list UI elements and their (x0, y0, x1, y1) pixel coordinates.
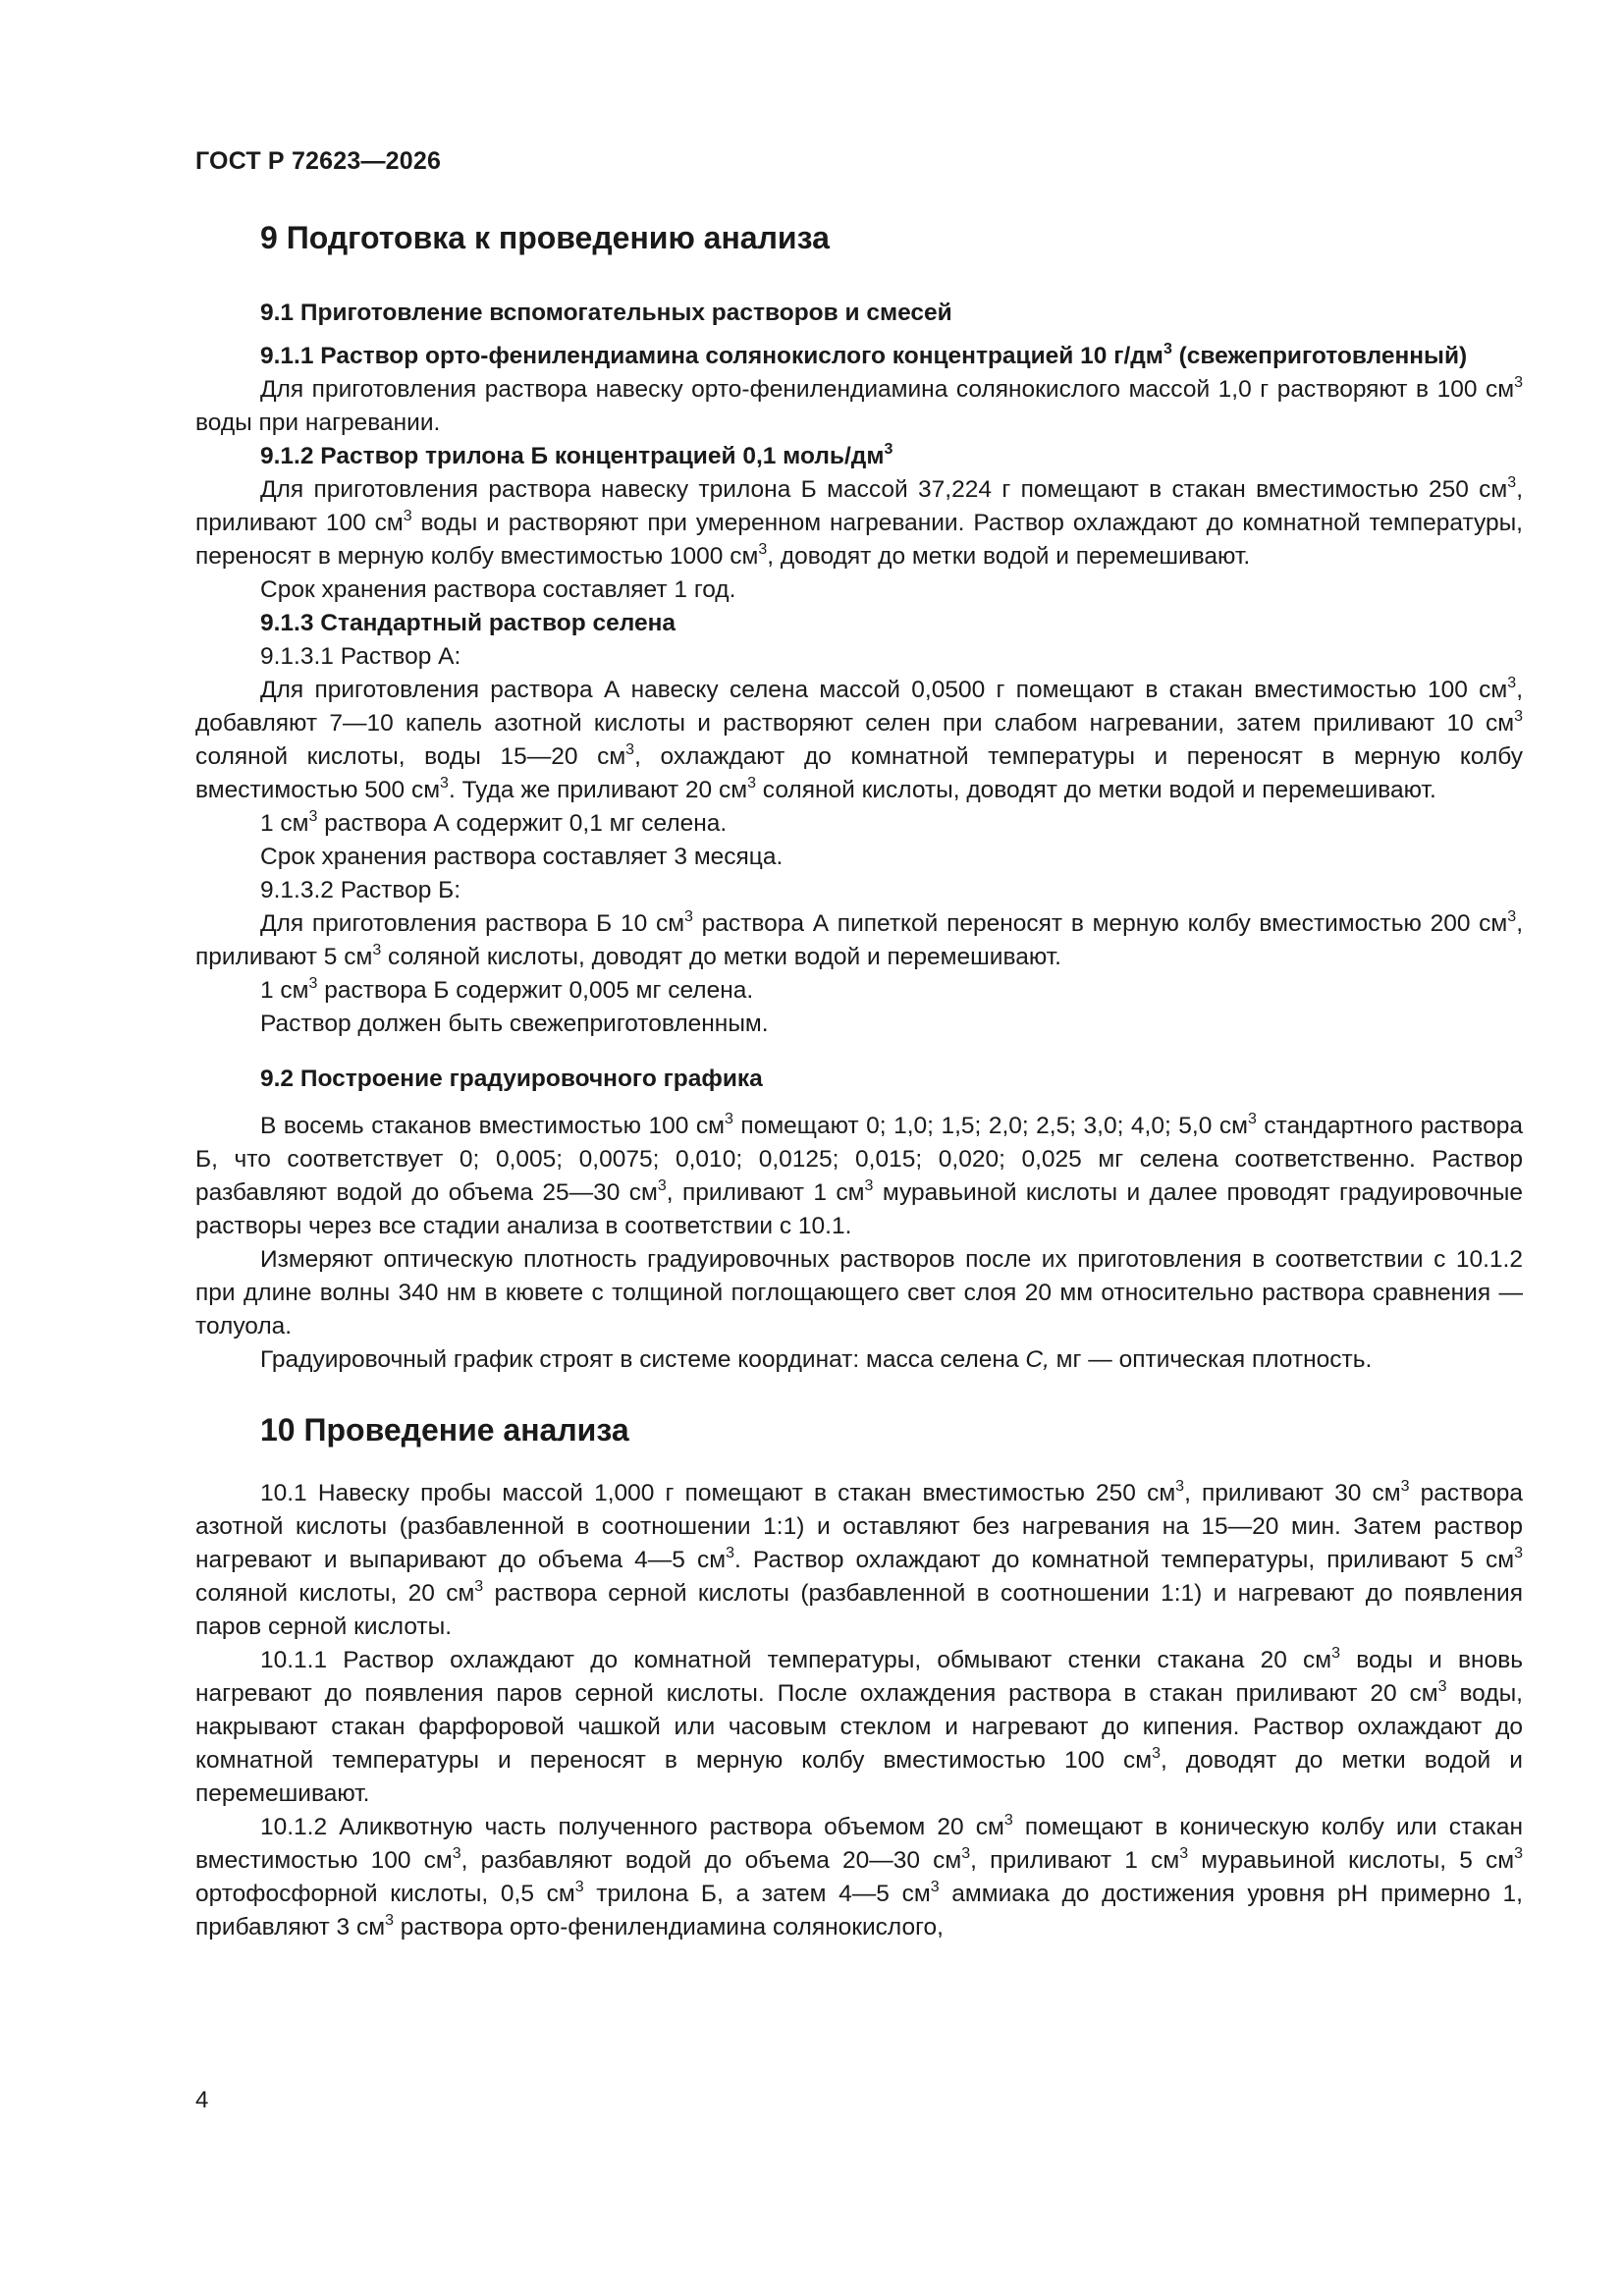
paragraph: В восемь стаканов вместимостью 100 $см^3$ помещают 0; 1,0; 1,5; 2,0; 2,5; 3,0; 4,0; 5,0 $см^3$ стандартного раствора Б, что соответствует 0; 0,005; 0,0075; 0,010; 0,0125; 0,015; 0,020; 0,025 мг селена соответственно. Раствор разбавляют водой до объема 25—30 $см^3$, приливают 1 $см^3$ муравьиной кислоты и далее проводят градуировочные растворы через все стадии анализа в соответствии с 10.1. (195, 1111, 1524, 1239)
paragraph: 1 $см^3$ раствора Б содержит 0,005 мг селена. (260, 975, 754, 1004)
paragraph: 1 $см^3$ раствора А содержит 0,1 мг селена. (260, 808, 728, 837)
subsection-9-1-3-1-title: 9.1.3.1 Раствор А: (260, 643, 461, 670)
paragraph: Измеряют оптическую плотность градуировочных растворов после их приготовления в соответствии с 10.1.2 при длине волны 340 нм в кювете с толщиной поглощающего свет слоя 20 мм относительно раствора сравнения — толуола. (195, 1246, 1523, 1339)
paragraph: Для приготовления раствора навеску трилона Б массой 37,224 г помещают в стакан вместимостью 250 $см^3$, приливают 100 $см^3$ воды и растворяют при умеренном нагревании. Раствор охлаждают до комнатной температуры, переносят в мерную колбу вместимостью 1000 $см^3$, доводят до метки водой и перемешивают. (195, 474, 1523, 570)
paragraph: Срок хранения раствора составляет 1 год. (260, 576, 736, 603)
subsection-9-1-3-2-title: 9.1.3.2 Раствор Б: (260, 877, 461, 903)
paragraph: Для приготовления раствора Б 10 $см^3$ раствора А пипеткой переносят в мерную колбу вместимостью 200 $см^3$, приливают 5 $см^3$ соляной кислоты, доводят до метки водой и перемешивают. (195, 908, 1523, 970)
paragraph: Градуировочный график строят в системе координат: масса селена С, мг — оптическая плотность. (260, 1346, 1373, 1373)
section-9-1-3-title: 9.1.3 Стандартный раствор селена (260, 610, 676, 636)
superscript: 3 (1163, 341, 1172, 357)
page-number: 4 (195, 2087, 209, 2113)
paragraph: Срок хранения раствора составляет 3 месяца. (260, 844, 784, 870)
section-9-1-2-title: 9.1.2 Раствор трилона Б концентрацией 0,1 моль/$дм^3$ (260, 441, 893, 469)
section-10-title: 10 Проведение анализа (260, 1412, 629, 1448)
section-9-1-title: 9.1 Приготовление вспомогательных растворов и смесей (260, 300, 952, 326)
paragraph: Для приготовления раствора навеску орто-фенилендиамина солянокислого массой 1,0 г растворяют в 100 $см^3$ воды при нагревании. (195, 374, 1523, 436)
paragraph: Для приготовления раствора А навеску селена массой 0,0500 г помещают в стакан вместимостью 100 $см^3$, добавляют 7—10 капель азотной кислоты и растворяют селен при слабом нагревании, затем приливают 10 $см^3$ соляной кислоты, воды 15—20 $см^3$, охлаждают до комнатной температуры и переносят в мерную колбу вместимостью 500 $см^3$. Туда же приливают 20 $см^3$ соляной кислоты, доводят до метки водой и перемешивают. (195, 675, 1523, 803)
page-body (195, 218, 1523, 1944)
section-9-2-title: 9.2 Построение градуировочного графика (260, 1066, 763, 1092)
section-9-1-1-title: 9.1.1 Раствор орто-фенилендиамина солянокислого концентрацией 10 $г/дм^3$ (свежеприготовленный) (260, 341, 1468, 369)
paragraph: 10.1.2 Аликвотную часть полученного раствора объемом 20 $см^3$ помещают в коническую колбу или стакан вместимостью 100 $см^3$, разбавляют водой до объема 20—30 $см^3$, приливают 1 $см^3$ муравьиной кислоты, 5 $см^3$ ортофосфорной кислоты, 0,5 $см^3$ трилона Б, а затем 4—5 $см^3$ аммиака до достижения уровня pH примерно 1, прибавляют 3 $см^3$ раствора орто-фенилендиамина солянокислого, (195, 1812, 1523, 1941)
paragraph: Раствор должен быть свежеприготовленным. (260, 1011, 769, 1037)
document-header: ГОСТ Р 72623—2026 (195, 147, 442, 175)
paragraph: 10.1 Навеску пробы массой 1,000 г помещают в стакан вместимостью 250 $см^3$, приливают 30 $см^3$ раствора азотной кислоты (разбавленной в соотношении 1:1) и оставляют без нагревания на 15—20 мин. Затем раствор нагревают и выпаривают до объема 4—5 $см^3$. Раствор охлаждают до комнатной температуры, приливают 5 $см^3$ соляной кислоты, 20 $см^3$ раствора серной кислоты (разбавленной в соотношении 1:1) и нагревают до появления паров серной кислоты. (195, 1478, 1524, 1640)
section-9-title: 9 Подготовка к проведению анализа (260, 220, 830, 255)
paragraph: 10.1.1 Раствор охлаждают до комнатной температуры, обмывают стенки стакана 20 $см^3$ воды и вновь нагревают до появления паров серной кислоты. После охлаждения раствора в стакан приливают 20 $см^3$ воды, накрывают стакан фарфоровой чашкой или часовым стеклом и нагревают до кипения. Раствор охлаждают до комнатной температуры и переносят в мерную колбу вместимостью 100 $см^3$, доводят до метки водой и перемешивают. (195, 1645, 1523, 1807)
